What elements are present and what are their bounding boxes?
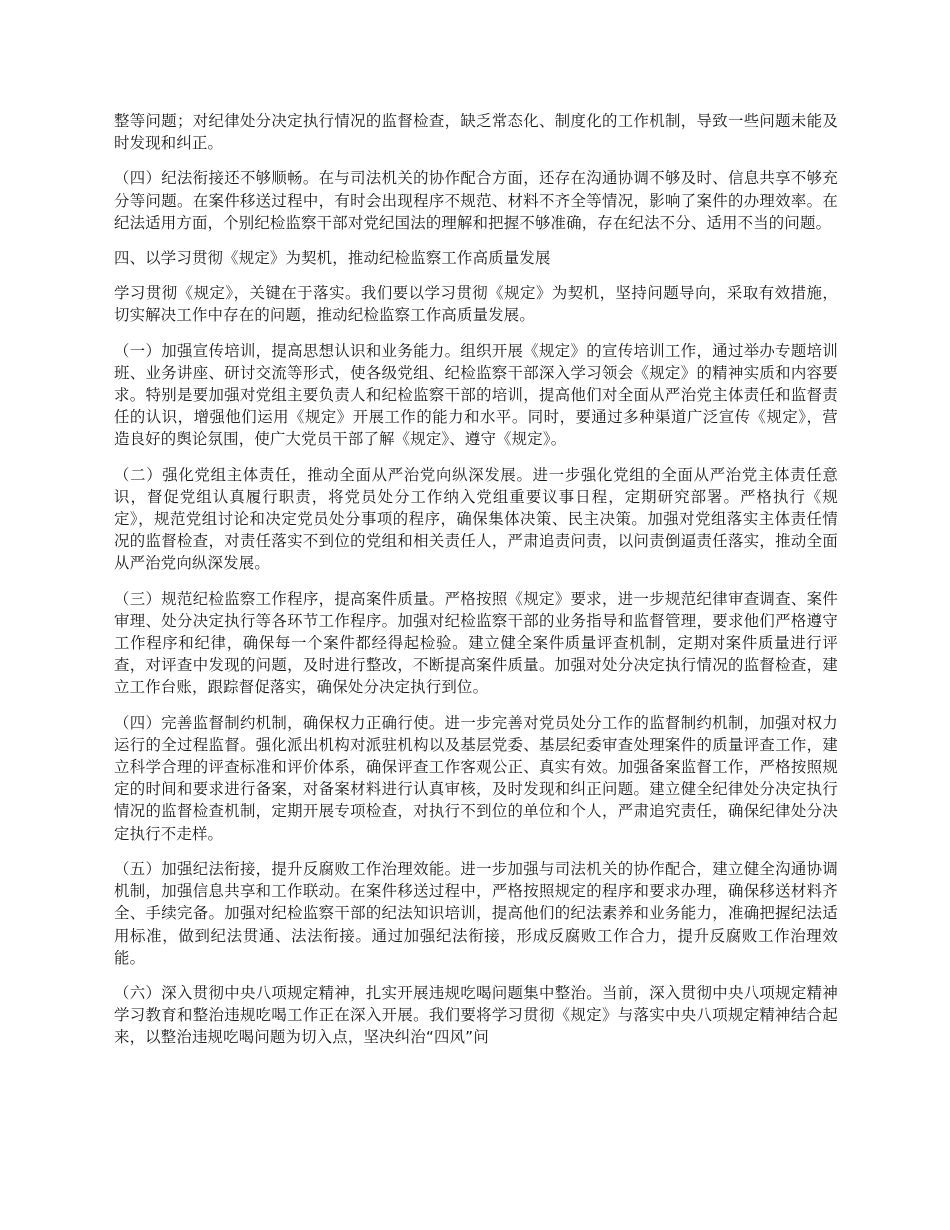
document-page <box>114 110 838 1062</box>
paragraph-5: （二）强化党组主体责任，推动全面从严治党向纵深发展。进一步强化党组的全面从严治党主体责任意识，督促党组认真履行职责，将党员处分工作纳入党组重要议事日程，定期研究部署。严格执行《规定》，规范党组讨论和决定党员处分事项的程序，确保集体决策、民主决策。加强对党组落实主体责任情况的监督检查，对责任落实不到位的党组和相关责任人，严肃追责问责，以问责倒逼责任落实，推动全面从严治党向纵深发展。 <box>114 465 838 573</box>
paragraph-1: 整等问题；对纪律处分决定执行情况的监督检查，缺乏常态化、制度化的工作机制，导致一些问题未能及时发现和纠正。 <box>114 112 838 153</box>
paragraph-6: （三）规范纪检监察工作程序，提高案件质量。严格按照《规定》要求，进一步规范纪律审查调查、案件审理、处分决定执行等各环节工作程序。加强对纪检监察干部的业务指导和监督管理，要求他们严格遵守工作程序和纪律，确保每一个案件都经得起检验。建立健全案件质量评查机制，定期对案件质量进行评查，对评查中发现的问题，及时进行整改，不断提高案件质量。加强对处分决定执行情况的监督检查，建立工作台账，跟踪督促落实，确保处分决定执行到位。 <box>114 589 838 697</box>
paragraph-7: （四）完善监督制约机制，确保权力正确行使。进一步完善对党员处分工作的监督制约机制，加强对权力运行的全过程监督。强化派出机构对派驻机构以及基层党委、基层纪委审查处理案件的质量评查工作，建立科学合理的评查标准和评价体系，确保评查工作客观公正、真实有效。加强备案监督工作，严格按照规定的时间和要求进行备案，对备案材料进行认真审核，及时发现和纠正问题。建立健全纪律处分决定执行情况的监督检查机制，定期开展专项检查，对执行不到位的单位和个人，严肃追究责任，确保纪律处分决定执行不走样。 <box>114 713 838 843</box>
paragraph-3: 学习贯彻《规定》，关键在于落实。我们要以学习贯彻《规定》为契机，坚持问题导向，采取有效措施，切实解决工作中存在的问题，推动纪检监察工作高质量发展。 <box>114 284 838 325</box>
paragraph-4: （一）加强宣传培训，提高思想认识和业务能力。组织开展《规定》的宣传培训工作，通过举办专题培训班、业务讲座、研讨交流等形式，使各级党组、纪检监察干部深入学习领会《规定》的精神实质和内容要求。特别是要加强对党组主要负责人和纪检监察干部的培训，提高他们对全面从严治党主体责任和监督责任的认识，增强他们运用《规定》开展工作的能力和水平。同时，要通过多种渠道广泛宣传《规定》，营造良好的舆论氛围，使广大党员干部了解《规定》、遵守《规定》。 <box>114 341 838 449</box>
paragraph-9: （六）深入贯彻中央八项规定精神，扎实开展违规吃喝问题集中整治。当前，深入贯彻中央八项规定精神学习教育和整治违规吃喝工作正在深入开展。我们要将学习贯彻《规定》与落实中央八项规定精神结合起来，以整治违规吃喝问题为切入点，坚决纠治“四风”问 <box>114 983 838 1047</box>
paragraph-2: （四）纪法衔接还不够顺畅。在与司法机关的协作配合方面，还存在沟通协调不够及时、信息共享不够充分等问题。在案件移送过程中，有时会出现程序不规范、材料不齐全等情况，影响了案件的办理效率。在纪法适用方面，个别纪检监察干部对党纪国法的理解和把握不够准确，存在纪法不分、适用不当的问题。 <box>114 169 838 232</box>
paragraph-8: （五）加强纪法衔接，提升反腐败工作治理效能。进一步加强与司法机关的协作配合，建立健全沟通协调机制，加强信息共享和工作联动。在案件移送过程中，严格按照规定的程序和要求办理，确保移送材料齐全、手续完备。加强对纪检监察干部的纪法知识培训，提高他们的纪法素养和业务能力，准确把握纪法适用标准，做到纪法贯通、法法衔接。通过加强纪法衔接，形成反腐败工作合力，提升反腐败工作治理效能。 <box>114 859 838 967</box>
section-heading: 四、以学习贯彻《规定》为契机，推动纪检监察工作高质量发展 <box>114 249 551 268</box>
